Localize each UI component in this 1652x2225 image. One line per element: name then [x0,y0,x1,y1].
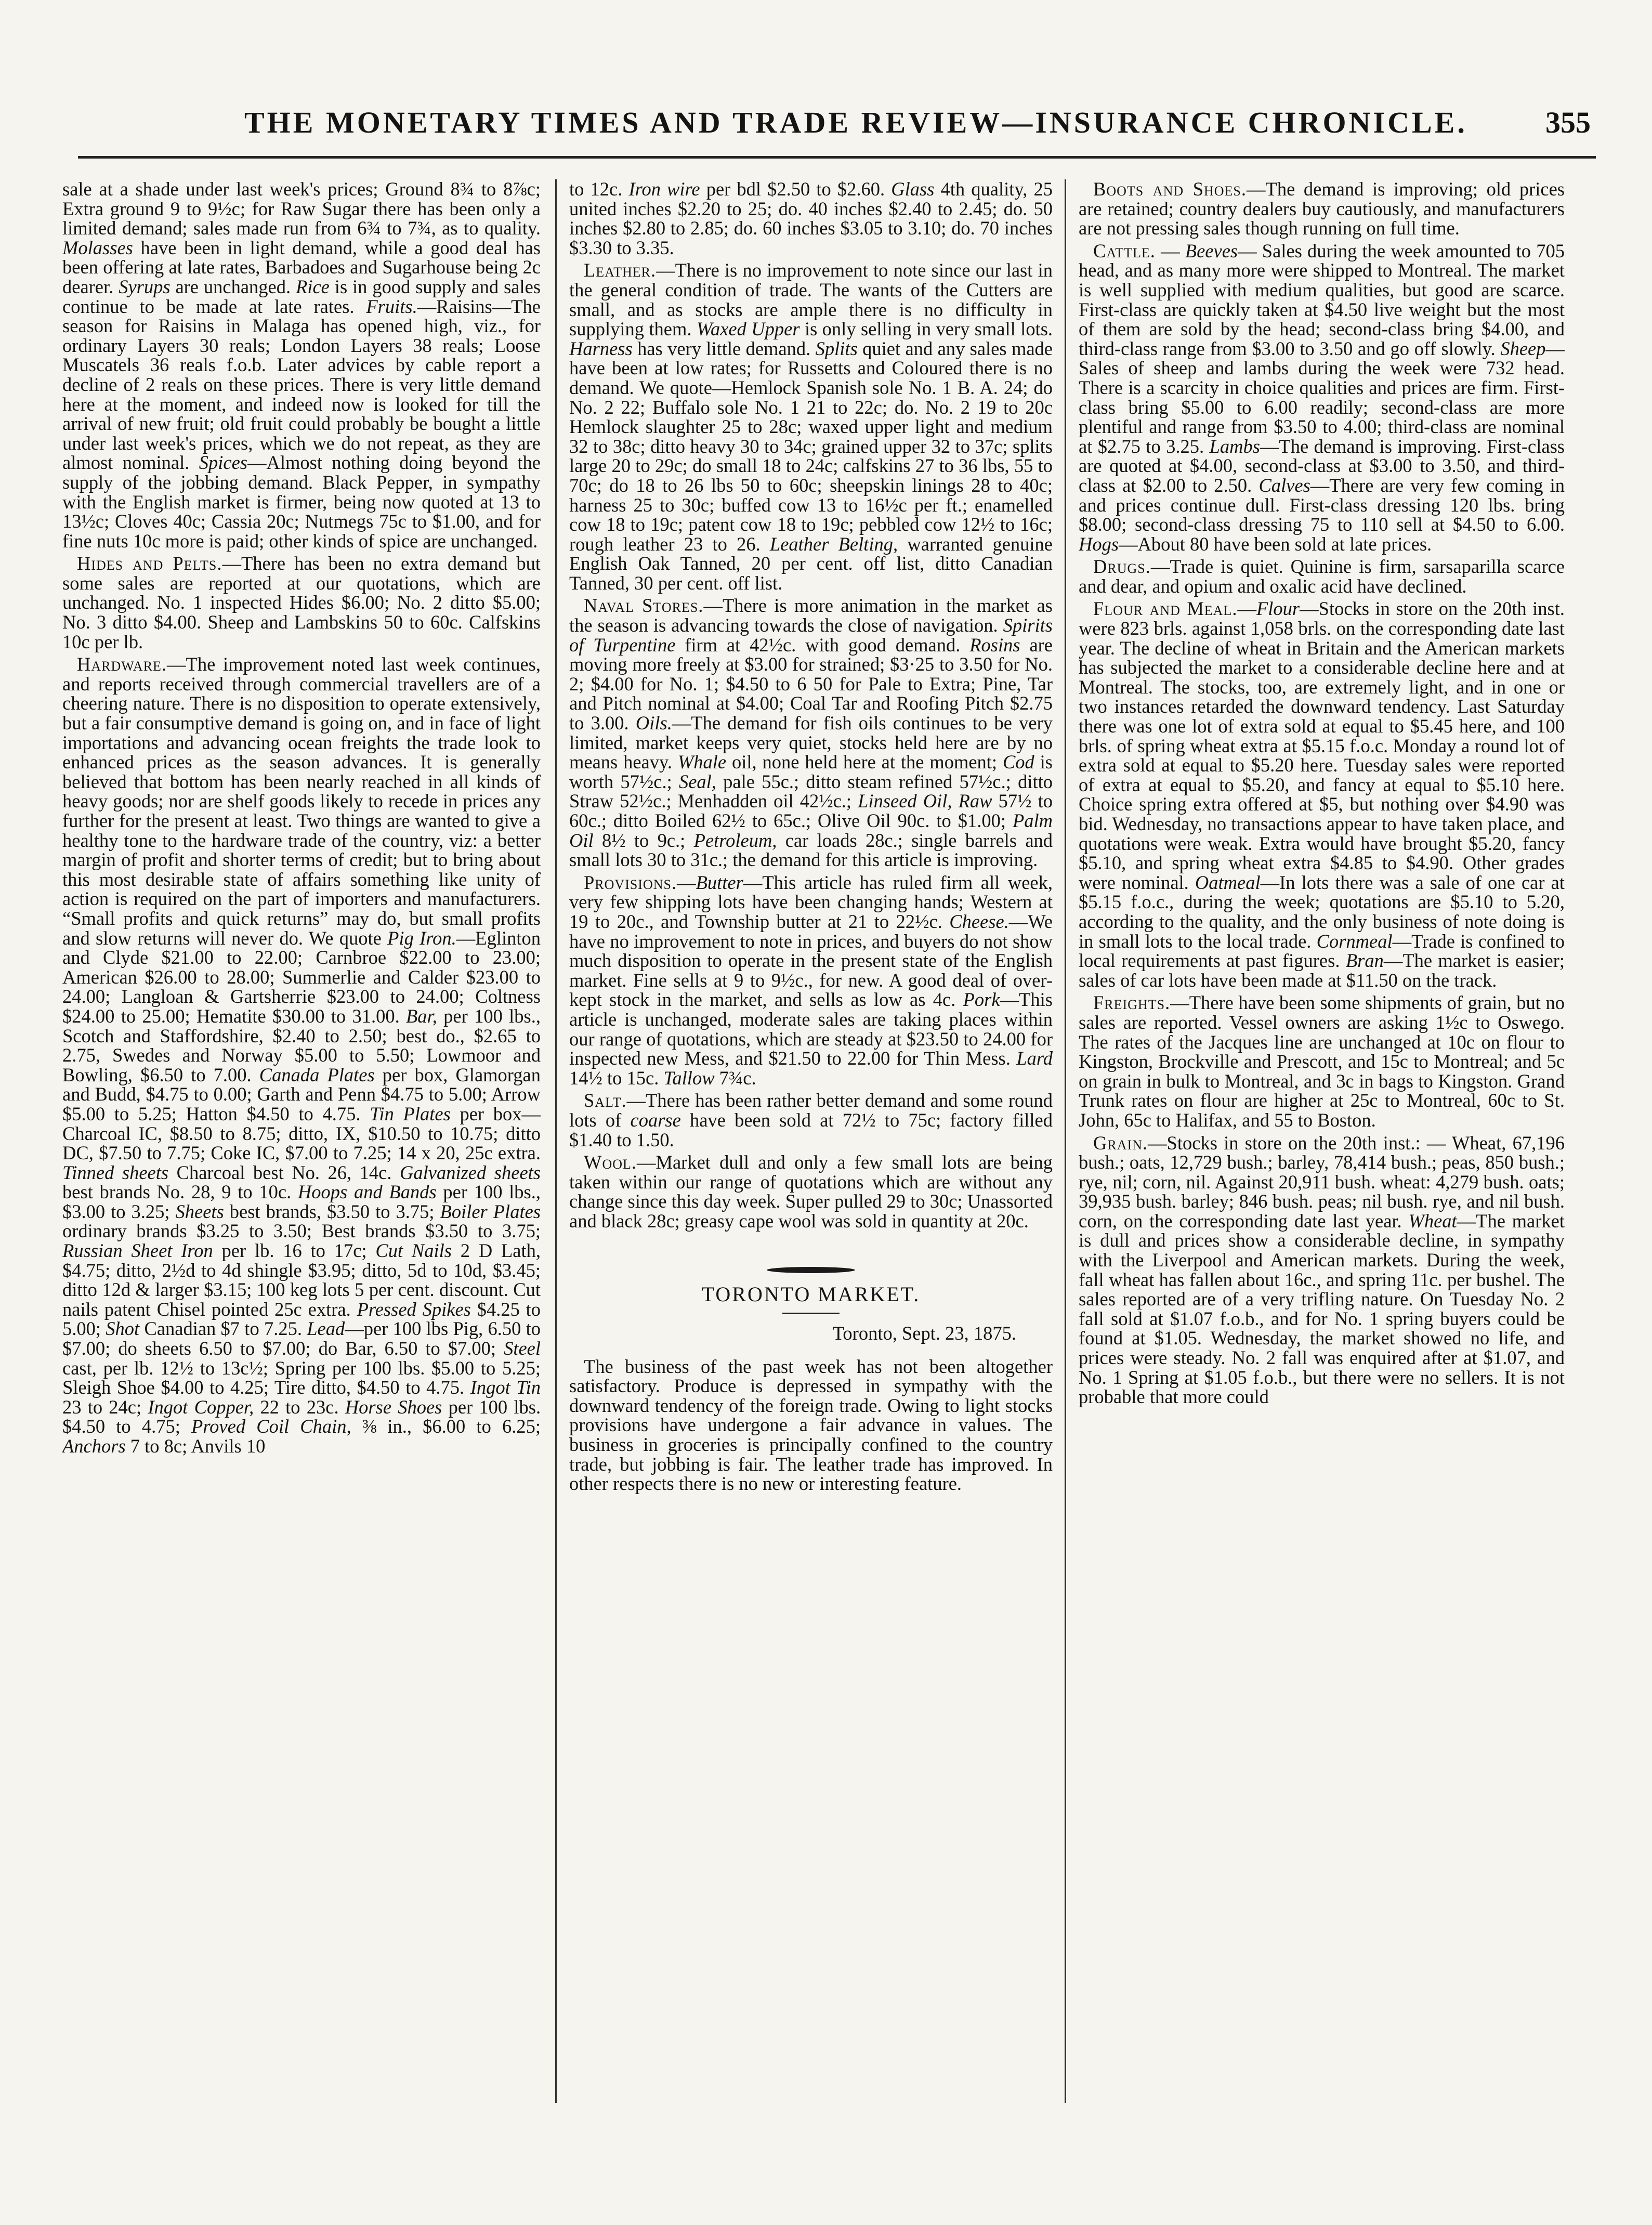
text: —Eglinton and Clyde $21.00 to 22.00; Carnbroe $22.00 to 23.00; American $26.00 to 28.00; Summerlie and Calder $23.00 to 24.00; Langloan & Gartsherrie $23.00 to 24.00; Coltness $24.00 to 25.00; Hematite $30.00 to 31.00. [62,927,541,1027]
wool-paragraph [569,1153,1053,1231]
column-right [1079,179,1565,2103]
term-label: Fruits. [366,295,417,317]
section-heading: Provisions. [584,871,677,893]
term-label: Calves [1258,474,1310,496]
term-label: Bar, [406,1005,437,1027]
drugs-paragraph [1079,557,1565,596]
column-left [62,179,541,2103]
term-label: Hogs [1079,533,1119,555]
text: ordinary brands $3.25 to 3.50; Best brands $3.50 to 3.75; [62,1220,541,1242]
term-label: Galvanized sheets [400,1161,541,1183]
term-label: Russian Sheet Iron [62,1240,213,1262]
groceries-paragraph [62,179,541,551]
hardware-paragraph [62,655,541,1456]
text: —Stocks in store on the 20th inst. were 823 brls. against 1,058 brls. on the corresponding date last year. The decline of wheat in Britain and the American markets has subjected the market to a considerable decline here and at Montreal. The stocks, too, are extremely light, and in one or two instances retarded the downward tendency. Last Saturday there was one lot of extra sold at equal to $5.45 here, and 100 brls. of spring wheat extra at $5.15 f.o.c. Monday a round lot of extra sold at equal to $5.20 here. Tuesday sales were reported of extra at equal to $5.20, and fancy at equal to $5.10 here. Choice spring extra offered at $5, but nothing over $4.90 was bid. Wednesday, no transactions appear to have taken place, and quotations were weak. Extra would have brought $5.20, fancy $5.10, and spring wheat extra $4.85 to $4.90. Other grades were nominal. [1079,598,1565,893]
text: are unchanged. [175,276,291,297]
term-label: Petroleum, [693,829,777,851]
boots-paragraph [1079,179,1565,238]
text: —There have been some shipments of grain, but no sales are reported. Vessel owners are asking 1½c to Oswego. The rates of the Jacques line are unchanged at 10c on flour to Kingston, Brockville and Prescott, and 15c to Montreal; and 5c on grain in bulk to Montreal, and 3c in bags to Kingston. Grand Trunk rates on flour are higher at 25c to Montreal, 60c to St. John, 65c to Halifax, and 55 to Boston. [1079,992,1565,1131]
text: best brands, $3.50 to 3.75; [229,1200,435,1222]
text: are moving more freely at $3.00 for strained; $3·25 to 3.50 for No. 2; $4.00 for No. 1; $4.50 to 6 50 for Pale to Extra; Pine, Tar and Pitch nominal at $4.00; Coal Tar and Roofing Pitch $2.75 to 3.00. [569,634,1053,734]
text: per box, Glamorgan and Budd, $4.75 to 0.00; Garth and Penn $4.75 to 5.00; Arrow $5.00 to 5.25; Hatton $4.50 to 4.75. [62,1064,541,1124]
term-label: Rice [296,276,330,297]
text: 23 to 24c; [62,1396,142,1418]
text: car loads 28c.; single barrels and small lots 30 to 31c.; the demand for this article is improving. [569,829,1053,871]
term-label: Cod [1002,751,1034,773]
text: Canadian $7 to 7.25. [144,1318,302,1340]
section-heading: Leather. [584,259,657,281]
term-label: Pressed Spikes [357,1298,471,1320]
term-label: Harness [569,337,633,359]
section-heading: Grain. [1093,1132,1148,1154]
text: — Sales during the week amounted to 705 head, and as many more were shipped to Montreal. The market is well supplied with medium qualities, but good are scarce. First-class are quickly taken at $4.50 live weight but the most of them are sold by the head; second-class bring $4.00, and third-class range from $3.00 to 3.50 and go off slowly. [1079,240,1565,359]
grain-paragraph [1079,1133,1565,1407]
text: have been sold at 72½ to 75c; factory filled $1.40 to 1.50. [569,1109,1053,1150]
term-label: Tallow [663,1067,715,1089]
text: 4th quality, 25 united inches $2.20 to 25; do. 40 inches $2.40 to 2.45; do. 50 inches $2.80 to 2.85; do. 60 inches $3.05 to 3.10; do. 70 inches $3.30 to 3.35. [569,179,1053,258]
text: 22 to 23c. [260,1396,339,1418]
text: —The improvement noted last week continues, and reports received through commercial travellers are of a cheering nature. There is no disposition to operate extensively, but a fair consumptive demand is going on, and in face of light importations and advancing ocean freights the trade look to enhanced prices as the season advances. It is generally believed that bottom has been nearly reached in all kinds of heavy goods; nor are shelf goods likely to recede in prices any further for the present at least. Two things are wanted to give a healthy tone to the hardware trade of the country, viz: a better margin of profit and shorter terms of credit; but to bring about this most desirable state of affairs something like unity of action is required on the part of importers and manufacturers. “Small profits and quick returns” may do, but small profits and slow returns will never do. We quote [62,653,541,949]
column-rule [555,179,557,2103]
term-label: Seal, [678,770,716,792]
term-label: Lead [307,1318,345,1340]
text: per 100 lbs. $4.50 to 4.75; [62,1396,541,1437]
term-label: Flour [1256,598,1300,620]
freights-paragraph [1079,993,1565,1130]
text: cast, per lb. 12½ to 13c½; Spring per 100 lbs. $5.00 to 5.25; Sleigh Shoe $4.00 to 4.25; Tire ditto, $4.50 to 4.75. [62,1357,541,1398]
text: Charcoal best No. 26, 14c. [176,1161,392,1183]
text: 2 D Lath, $4.75; ditto, 2½d to 4d shingle $3.95; ditto, 5d to 10d, $3.45; ditto 12d & larger $3.15; 100 keg lots 5 per cent. discount. Cut nails patent Chisel pointed 25c extra. [62,1240,541,1320]
salt-paragraph [569,1091,1053,1149]
text: —We have no improvement to note in prices, and buyers do not show much disposition to operate in the present state of the English market. Fine sells at 9 to 9½c., for new. A good deal of over-kept stock in the market, and sells as low as 4c. [569,910,1053,1011]
flour-paragraph: Flour and Meal.—Flour—Stocks in store on the 20th inst. were 823 brls. against 1,058 brls. on the corresponding date last year. The decline of wheat in Britain and the American markets has subjected the market to a considerable decline here and at Montreal. The stocks, too, are extremely light, and in one or two instances retarded the downward tendency. Last Saturday there was one lot of extra sold at equal to $5.45 here, and 100 brls. of spring wheat extra at $5.15 f.o.c. Monday a round lot of extra sold at equal to $5.20 here. Tuesday sales were reported of extra at equal to $5.20, and fancy at equal to $5.10 here. Choice spring extra offered at $5, but nothing over $4.90 was bid. Wednesday, no transactions appear to have taken place, and quotations were weak. Extra would have brought $5.20, fancy $5.10, and spring wheat extra $4.85 to $4.90. Other grades were nominal. Oatmeal—In lots there was a sale of one car at $5.15 f.o.c., during the week; quotations are $5.10 to 5.20, according to the quality, and the only business of note doing is in small lots to the local trade. Cornmeal—Trade is confined to local requirements at past figures. Bran—The market is easier; sales of car lots have been made at $11.50 on the track. [1079,598,1565,991]
term-label: Shot [106,1318,140,1340]
term-label: Glass [891,179,935,200]
term-label: Iron wire [628,179,700,200]
leather-paragraph [569,260,1053,593]
term-label: Pig Iron. [387,927,456,949]
term-label: Oils. [635,712,672,734]
term-label: Boiler Plates [440,1200,541,1222]
text: 7 to 8c; Anvils 10 [130,1435,266,1457]
term-label: Lard [1016,1048,1053,1069]
text: —The demand is improving; old prices are retained; country dealers buy cautiously, and manufacturers are not pressing sales though running on full time. [1079,179,1565,239]
text: is in good supply and sales continue to be made at late rates. [62,276,541,317]
term-label: Horse Shoes [345,1396,442,1418]
text: ⅜ in., $6.00 to 6.25; [362,1416,541,1437]
hides-paragraph [62,554,541,651]
text: quiet and any sales made have been at low rates; for Russetts and Coloured there is no demand. We quote—Hemlock Spanish sole No. 1 B. A. 24; do No. 2 22; Buffalo sole No. 1 21 to 22c; do. No. 2 19 to 20c Hemlock slaughter 25 to 28c; waxed upper light and medium 32 to 38c; ditto heavy 30 to 34c; grained upper 32 to 37c; splits large 20 to 29c; do small 18 to 24c; calfskins 27 to 36 lbs, 55 to 70c; do 18 to 26 lbs 50 to 60c; sheepskin linings 28 to 40c; harness 25 to 30c; buffed cow 13 to 16½c per ft.; enamelled cow 18 to 19c; patent cow 18 to 19c; pebbled cow 12½ to 16c; rough leather 23 to 26. [569,337,1053,555]
section-heading: Freights. [1093,992,1171,1014]
text: The business of the past week has not been altogether satisfactory. Produce is depressed in sympathy with the downward tendency of the foreign trade. Owing to light stocks provisions have undergone a fair advance in values. The business in groceries is principally confined to the country trade, but jobbing is fair. The leather trade has improved. In other respects there is no new or interesting feature. [569,1355,1053,1495]
term-label: Cornmeal [1316,930,1393,952]
text: —The demand for fish oils continues to be very limited, market keeps very quiet, stocks held here are by no means heavy. [569,712,1053,773]
term-label: Splits [815,337,858,359]
term-label: Molasses [62,237,133,258]
term-label: Spices [199,452,247,474]
text: oil, none held here at the moment; [731,751,998,773]
text: per 100 lbs., $3.00 to 3.25; [62,1181,541,1222]
text: —This article is unchanged, moderate sales are taking places within our range of quotations, which are steady at $23.50 to 24.00 for inspected new Mess, and $21.50 to 22.00 for Thin Mess. [569,989,1053,1069]
term-label: Palm Oil [569,810,1053,851]
term-label: Pork [963,989,1000,1011]
text: per bdl $2.50 to $2.60. [706,179,885,200]
text: —Market dull and only a few small lots are being taken within our range of quotations which are without any change since this day week. Super pulled 29 to 30c; Unassorted and black 28c; greasy cape wool was sold in quantity at 20c. [569,1151,1053,1232]
text: per lb. 16 to 17c; [221,1240,367,1262]
text: —Sales of sheep and lambs during the week were 732 head. There is a scarcity in choice qualities and prices are firm. First-class bring $5.00 to 6.00 readily; second-class are more plentiful and range from $3.50 to 4.00; third-class are nominal at $2.75 to 3.25. [1079,337,1565,457]
text: best brands No. 28, 9 to 10c. [62,1181,292,1203]
text: sale at a shade under last week's prices; Ground 8¾ to 8⅞c; Extra ground 9 to 9½c; for Raw Sugar there has been only a limited demand; sales made run from 6¾ to 7¾, as to quality. [62,179,541,239]
short-rule [782,1313,840,1314]
dateline: Toronto, Sept. 23, 1875. [832,1323,1016,1344]
text: pale 55c.; ditto steam refined 57½c.; ditto Straw 52½c.; Menhadden oil 42½c.; [569,770,1053,812]
text: —Stocks in store on the 20th inst.: — Wheat, 67,196 bush.; oats, 12,729 bush.; barley, 78,414 bush.; peas, 850 bush.; rye, nil; corn, nil. Against 20,911 bush. wheat: 4,279 bush. oats; 39,935 bush. barley; 846 bush. peas; nil bush. rye, and nil bush. corn, on the corresponding date last year. [1079,1132,1565,1232]
section-heading: Wool. [584,1151,637,1173]
text: —The market is easier; sales of car lots have been made at $11.50 on the track. [1079,950,1565,991]
term-label: Butter [696,871,743,893]
term-label: Cut Nails [375,1240,452,1262]
section-heading: Naval Stores. [584,595,704,617]
page-number: 355 [1545,106,1591,139]
text: —There is more animation in the market as the season is advancing towards the close of navigation. [569,595,1053,636]
term-label: Rosins [969,634,1020,656]
term-label: Sheets [175,1200,224,1222]
column-middle [569,179,1053,2103]
section-heading: Boots and Shoes. [1093,179,1247,200]
section-heading: Hides and Pelts. [77,553,222,574]
term-label: Tinned sheets [62,1161,169,1183]
term-label: Lambs [1209,435,1260,457]
term-label: Spirits of Turpentine [569,614,1053,656]
text: per box—Charcoal IC, $8.50 to 8.75; ditto, IX, $10.50 to 10.75; ditto DC, $7.50 to 7.75; Coke IC, $7.00 to 7.25; 14 x 20, 25c extra. [62,1103,541,1164]
hardware-continued-paragraph [569,179,1053,257]
text: 57½ to 60c.; ditto Boiled 62½ to 65c.; Olive Oil 90c. to $1.00; [569,790,1053,831]
text: —The demand is improving. First-class are quoted at $4.00, second-class at $3.00 to 3.50, and third-class at $2.00 to 2.50. [1079,435,1565,496]
page-header [78,78,1596,159]
ornamental-rule [767,1267,855,1273]
text: —The market is dull and prices show a considerable decline, in sympathy with the Liverpool and American markets. During the week, fall wheat has fallen about 16c., and spring 11c. per bushel. The sales reported are of a very trifling nature. On Tuesday No. 2 fall sold at $1.07 f.o.b., and for No. 1 spring buyers could be found at $1.05. Wednesday, the market showed no life, and prices were steady. No. 2 fall was enquired after at $1.07, and No. 1 Spring at $1.05 f.o.b., but there were no sellers. It is not probable that more could [1079,1210,1565,1408]
term-label: coarse [630,1109,681,1131]
text: —About 80 have been sold at late prices. [1119,533,1432,555]
term-label: Proved Coil Chain, [191,1416,351,1437]
term-label: Whale [677,751,727,773]
cattle-paragraph: Cattle. — Beeves— Sales during the week amounted to 705 head, and as many more were shipped to Montreal. The market is well supplied with medium qualities, but good are scarce. First-class are quickly taken at $4.50 live weight but the most of them are sold by the head; second-class bring $4.00, and third-class range from $3.00 to 3.50 and go off slowly. Sheep—Sales of sheep and lambs during the week were 732 head. There is a scarcity in choice qualities and prices are firm. First-class bring $5.00 to 6.00 readily; second-class are more plentiful and range from $3.50 to 4.00; third-class are nominal at $2.75 to 3.25. Lambs—The demand is improving. First-class are quoted at $4.00, second-class at $3.00 to 3.50, and third-class at $2.00 to 2.50. Calves—There are very few coming in and prices continue dull. First-class dressing 120 lbs. bring $8.00; second-class dressing 75 to 110 sell at $4.50 to 6.00. Hogs—About 80 have been sold at late prices. [1079,240,1565,555]
term-label: Waxed Upper [696,318,800,340]
term-label: Ingot Copper, [148,1396,254,1418]
toronto-market-heading: TORONTO MARKET. [701,1282,921,1306]
naval-stores-paragraph [569,596,1053,869]
text: $4.25 to 5.00; [62,1298,541,1340]
term-label: Hoops and Bands [297,1181,437,1203]
term-label: Beeves [1185,240,1238,261]
column-rule [1065,179,1066,2103]
term-label: Steel [504,1338,541,1359]
text: —There is no improvement to note since our last in the general condition of trade. The wants of the Cutters are small, and as stocks are ample there is no difficulty in supplying them. [569,259,1053,340]
text: is worth 57½c.; [569,751,1053,792]
term-label: Tin Plates [370,1103,451,1124]
text: —This article has ruled firm all week, very few shipping lots have been changing hands; Western at 19 to 20c., and Township butter at 21 to 22½c. [569,871,1053,932]
term-label: Bran [1345,950,1384,972]
provisions-paragraph: Provisions.—Butter—This article has ruled firm all week, very few shipping lots have been changing hands; Western at 19 to 20c., and Township butter at 21 to 22½c. Cheese.—We have no improvement to note in prices, and buyers do not show much disposition to operate in the present state of the English market. Fine sells at 9 to 9½c., for new. A good deal of over-kept stock in the market, and sells as low as 4c. Pork—This article is unchanged, moderate sales are taking places within our range of quotations, which are steady at $23.50 to 24.00 for inspected new Mess, and $21.50 to 22.00 for Thin Mess. Lard 14½ to 15c. Tallow 7¾c. [569,871,1053,1089]
term-label: Ingot Tin [470,1377,541,1398]
text: —There has been rather better demand and some round lots of [569,1090,1053,1131]
text: firm at 42½c. with good demand. [685,634,961,656]
text: has very little demand. [637,337,811,359]
term-label: Linseed Oil, Raw [858,790,992,812]
masthead-title: THE MONETARY TIMES AND TRADE REVIEW—INSURANCE CHRONICLE. [244,106,1467,139]
text: —In lots there was a sale of one car at $5.15 f.o.c., during the week; quotations are $5.10 to 5.20, according to the quality, and the only business of note doing is in small lots to the local trade. [1079,871,1565,952]
text: 7¾c. [719,1067,756,1089]
text: —Raisins—The season for Raisins in Malaga has opened high, viz., for ordinary Layers 30 reals; London Layers 38 reals; Loose Muscatels 36 reals f.o.b. Later advices by cable report a decline of 2 reals on these prices. There is very little demand here at the moment, and indeed now is looked for till the arrival of new fruit; old fruit could probably be bought a little under last week's prices, which we do not repeat, as they are almost nominal. [62,295,541,474]
toronto-intro-paragraph [569,1357,1053,1494]
term-label: Wheat [1408,1210,1457,1232]
section-heading: Salt. [584,1090,627,1111]
section-heading: Cattle. [1093,240,1156,261]
section-heading: Flour and Meal. [1093,598,1238,620]
term-label: Sheep [1500,337,1546,359]
text: to 12c. [569,179,623,200]
text: —Trade is quiet. Quinine is firm, sarsaparilla scarce and dear, and opium and oxalic acid have declined. [1079,556,1565,597]
text: 14½ to 15c. [569,1067,659,1089]
text: —There has been no extra demand but some sales are reported at our quotations, which are unchanged. No. 1 inspected Hides $6.00; No. 2 ditto $5.00; No. 3 ditto $4.00. Sheep and Lambskins 50 to 60c. Calfskins 10c per lb. [62,553,541,652]
term-label: Anchors [62,1435,126,1457]
text: —Almost nothing doing beyond the supply of the jobbing demand. Black Pepper, in sympathy with the English market is firmer, being now quoted at 13 to 13½c; Cloves 40c; Cassia 20c; Nutmegs 75c to $1.00, and for fine nuts 10c more is paid; other kinds of spice are unchanged. [62,452,541,552]
text: —per 100 lbs Pig, 6.50 to $7.00; do sheets 6.50 to $7.00; do Bar, 6.50 to $7.00; [62,1318,541,1359]
term-label: Oatmeal [1195,871,1261,893]
section-heading: Drugs. [1093,556,1151,578]
text: is only selling in very small lots. [804,318,1053,340]
term-label: Canada Plates [259,1064,375,1085]
term-label: Syrups [119,276,171,297]
text: have been in light demand, while a good deal has been offering at late rates, Barbadoes and Sugarhouse being 2c dearer. [62,237,541,297]
text: —There are very few coming in and prices continue dull. First-class dressing 120 lbs. bring $8.00; second-class dressing 75 to 110 sell at $4.50 to 6.00. [1079,474,1565,535]
text: 8½ to 9c.; [601,829,686,851]
term-label: Leather Belting, [769,533,898,555]
section-heading: Hardware. [77,653,167,675]
text: per 100 lbs., Scotch and Staffordshire, $2.40 to 2.50; best do., $2.65 to 2.75, Swedes and Norway $5.00 to 5.50; Lowmoor and Bowling, $6.50 to 7.00. [62,1005,541,1085]
text: warranted genuine English Oak Tanned, 20 per cent. off list, ditto Canadian Tanned, 30 per cent. off list. [569,533,1053,594]
term-label: Cheese. [949,910,1009,932]
text: —Trade is confined to local requirements at past figures. [1079,930,1565,972]
